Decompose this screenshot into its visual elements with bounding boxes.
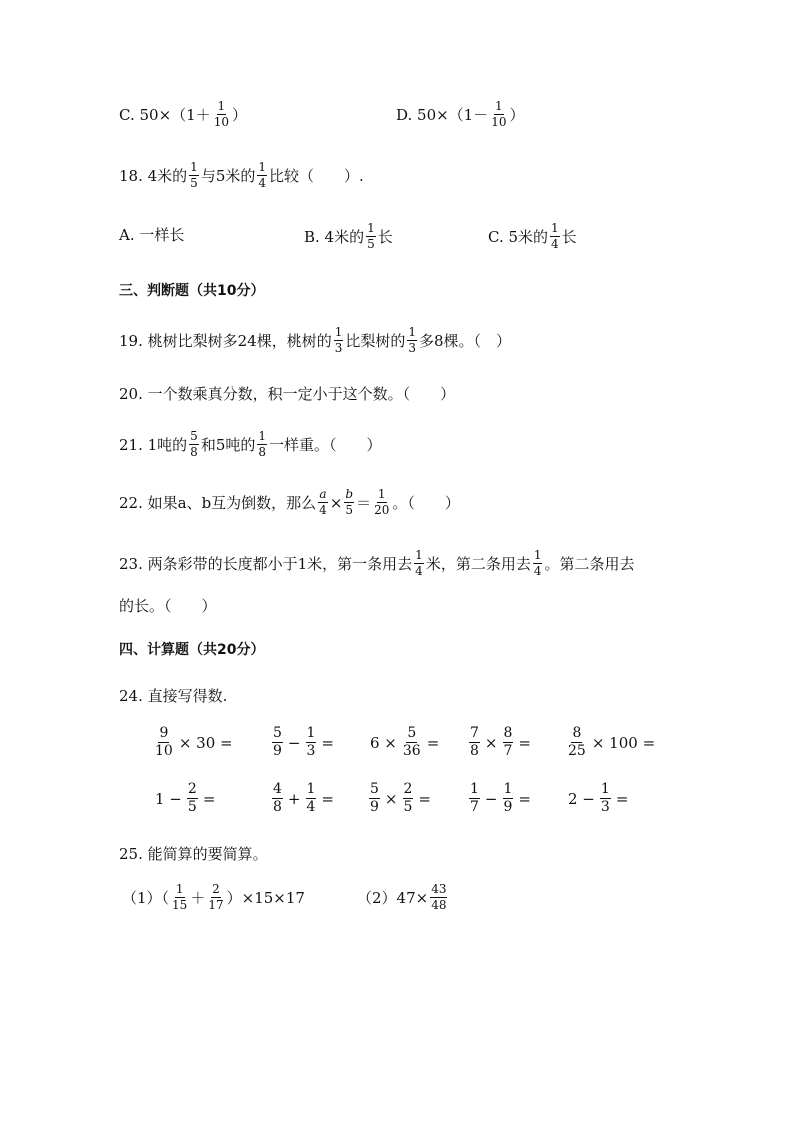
q24-expression: 1 − $\frac{2}{5}$ = [155, 781, 216, 815]
fraction: $\frac{2}{5}$ [403, 781, 413, 815]
fraction: $\frac{b}{5}$ [345, 487, 354, 517]
q24-expression: $\frac{7}{8}$ × $\frac{8}{7}$ = [470, 725, 531, 759]
fraction: $\frac{5}{9}$ [370, 781, 379, 815]
fraction: $\frac{1}{9}$ [503, 781, 513, 815]
fraction: $\frac{1}{7}$ [470, 781, 479, 815]
question-23-continued: 的长。（ ） [119, 597, 217, 615]
section-heading-4: 四、计算题（共20分） [119, 642, 265, 658]
q18-option-c: C. 5米的 $\frac{1}{4}$ 长 [488, 221, 577, 251]
fraction: $\frac{1}{4}$ [415, 548, 423, 578]
q24-expression: 2 − $\frac{1}{3}$ = [568, 781, 629, 815]
q18-option-b: B. 4米的 $\frac{1}{5}$ 长 [304, 221, 393, 251]
fraction: $\frac{1}{3}$ [334, 325, 343, 355]
fraction: $\frac{1}{4}$ [533, 548, 542, 578]
question-19: 19. 桃树比梨树多24棵，桃树的 $\frac{1}{3}$ 比梨树的 $\frac{1}{3}$ 多8棵。（ ） [119, 325, 512, 355]
q24-expression: $\frac{5}{9}$ − $\frac{1}{3}$ = [273, 725, 334, 759]
question-20: 20. 一个数乘真分数，积一定小于这个数。（ ） [119, 385, 456, 403]
question-24-title: 24. 直接写得数. [119, 687, 228, 705]
q24-expression: $\frac{1}{7}$ − $\frac{1}{9}$ = [470, 781, 531, 815]
q25-part-1: （1）（ $\frac{1}{15}$ ＋ $\frac{2}{17}$ ）×15×17 [122, 882, 305, 912]
fraction: $\frac{1}{5}$ [367, 221, 375, 251]
q25-part-2: （2）47× $\frac{43}{48}$ [357, 882, 447, 912]
fraction: $\frac{9}{10}$ [155, 725, 173, 759]
q24-expression: $\frac{5}{9}$ × $\frac{2}{5}$ = [370, 781, 431, 815]
q17-option-d: D. 50×（1－ $\frac{1}{10}$ ） [396, 99, 525, 129]
fraction: $\frac{2}{17}$ [208, 882, 224, 912]
fraction: $\frac{7}{8}$ [470, 725, 479, 759]
section-heading-3: 三、判断题（共10分） [119, 283, 265, 299]
fraction: $\frac{1}{20}$ [374, 487, 390, 517]
fraction: $\frac{43}{48}$ [431, 882, 447, 912]
question-22: 22. 如果a、b互为倒数，那么 $\frac{a}{4}$ × $\frac{b}{5}$ ＝ $\frac{1}{20}$ 。（ ） [119, 487, 460, 517]
fraction: $\frac{5}{36}$ [402, 725, 421, 759]
question-23: 23. 两条彩带的长度都小于1米，第一条用去 $\frac{1}{4}$ 米，第二条用去 $\frac{1}{4}$ 。第二条用去 [119, 548, 635, 578]
fraction: $\frac{1}{4}$ [551, 221, 559, 251]
fraction: $\frac{1}{3}$ [408, 325, 417, 355]
fraction: $\frac{5}{8}$ [190, 429, 198, 459]
fraction: $\frac{1}{3}$ [600, 781, 610, 815]
fraction: $\frac{1}{10}$ [491, 99, 507, 129]
fraction: $\frac{2}{5}$ [187, 781, 197, 815]
q18-option-a: A. 一样长 [119, 226, 185, 244]
fraction: $\frac{1}{10}$ [213, 99, 229, 129]
q24-expression: $\frac{9}{10}$ × 30 = [155, 725, 233, 759]
fraction: $\frac{1}{3}$ [306, 725, 316, 759]
fraction: $\frac{8}{7}$ [503, 725, 513, 759]
fraction: $\frac{1}{15}$ [172, 882, 188, 912]
fraction: $\frac{4}{8}$ [273, 781, 282, 815]
q24-expression: $\frac{8}{25}$ × 100 = [568, 725, 656, 759]
fraction: $\frac{1}{8}$ [258, 429, 266, 459]
fraction: $\frac{8}{25}$ [568, 725, 586, 759]
fraction: $\frac{1}{5}$ [190, 160, 198, 190]
fraction: $\frac{5}{9}$ [273, 725, 282, 759]
question-21: 21. 1吨的 $\frac{5}{8}$ 和5吨的 $\frac{1}{8}$ 一样重。（ ） [119, 429, 382, 459]
fraction: $\frac{1}{4}$ [306, 781, 316, 815]
q24-expression: 6 × $\frac{5}{36}$ = [370, 725, 440, 759]
q24-expression: $\frac{4}{8}$ + $\frac{1}{4}$ = [273, 781, 334, 815]
fraction: $\frac{1}{4}$ [258, 160, 266, 190]
q17-option-c: C. 50×（1＋ $\frac{1}{10}$ ） [119, 99, 247, 129]
question-25-title: 25. 能简算的要简算。 [119, 845, 268, 863]
fraction: $\frac{a}{4}$ [319, 487, 327, 517]
question-18: 18. 4米的 $\frac{1}{5}$ 与5米的 $\frac{1}{4}$ 比较（ ）. [119, 160, 364, 190]
